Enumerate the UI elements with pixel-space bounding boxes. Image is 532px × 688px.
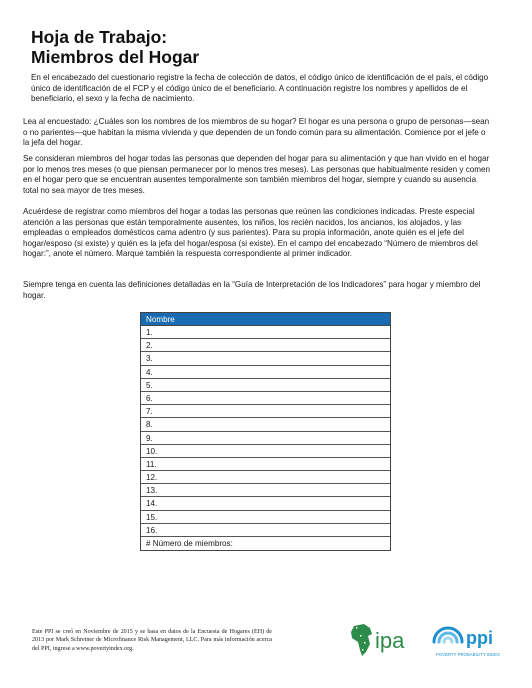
- table-row[interactable]: 6.: [141, 392, 390, 405]
- table-row[interactable]: 13.: [141, 484, 390, 497]
- ppi-logo-tagline: POVERTY PROBABILITY INDEX: [436, 652, 500, 657]
- ipa-logo-text: ipa: [375, 628, 405, 653]
- ppi-logo-text: ppi: [466, 628, 493, 648]
- table-row[interactable]: 10.: [141, 445, 390, 458]
- paragraph-1: Lea al encuestado: ¿Cuáles son los nombres de los miembros de su hogar? El hogar es una persona o grupo de personas—sean o no parientes—que habitan la misma vivienda y que dependen de un fondo común para su alimentación. Comience por el jefe o la jefa del hogar.: [23, 117, 490, 148]
- africa-map-icon: [351, 624, 372, 656]
- member-count-row[interactable]: # Número de miembros:: [146, 539, 233, 548]
- table-header: Nombre: [141, 313, 390, 326]
- intro-paragraph: En el encabezado del cuestionario registre la fecha de colección de datos, el código único de identificación de el país, el código único de identificación de el FCP y el código único de el beneficiario. A continuación registre los nombres y apellidos de el beneficiario, el sexo y la fecha de nacimiento.: [31, 73, 489, 104]
- table-row[interactable]: 14.: [141, 497, 390, 510]
- title-line-2: Miembros del Hogar: [31, 47, 200, 67]
- table-row[interactable]: 12.: [141, 471, 390, 484]
- paragraph-4: Siempre tenga en cuenta las definiciones detalladas en la “Guía de Interpretación de los Indicadores” para hogar y miembro del hogar.: [23, 280, 481, 300]
- ipa-logo: [348, 620, 420, 660]
- table-row[interactable]: 11.: [141, 458, 390, 471]
- table-row[interactable]: 2.: [141, 339, 390, 352]
- ppi-logo: [430, 620, 516, 662]
- household-members-table: [140, 312, 391, 551]
- paragraph-2: Se consideran miembros del hogar todas las personas que dependen del hogar para su alimentación y que han vivido en el hogar por lo menos tres meses (o que piensan permanecer por lo menos tres meses). Las personas que habitualmente residen y comen en el hogar pero que se encuentran ausentes temporalmente son también miembros del hogar, siempre y cuando su ausencia total no sea mayor de tres meses.: [23, 154, 490, 195]
- paragraph-3: Acuérdese de registrar como miembros del hogar a todas las personas que reúnen las condiciones indicadas. Preste especial atención a las personas que están temporalmente ausentes, los niños, los recién nacidos, los ancianos, los alojados, y las empleadas o empleados domésticos cama adentro (y sus parientes). Para su propia información, anote quién es el jefe del hogar/esposo (si existe) y quién es la jefa del hogar/esposa (si existe). En el campo del encabezado “Número de miembros del hogar:”, anote el número. Marque también la respuesta correspondiente al primer indicador.: [23, 207, 478, 259]
- footer-credit: Este PPI se creó en Noviembre de 2015 y se basa en datos de la Encuesta de Hogares (EH) de 2013 por Mark Schreiner de Microfinance Risk Management, LLC. Para más información acerca del PPI, ingrese a www.povertyindex.org.: [32, 629, 272, 652]
- table-row[interactable]: 3.: [141, 352, 390, 365]
- table-row[interactable]: 7.: [141, 405, 390, 418]
- table-row[interactable]: 9.: [141, 432, 390, 445]
- page-title: [31, 27, 199, 67]
- title-line-1: Hoja de Trabajo:: [31, 27, 168, 47]
- table-row[interactable]: 15.: [141, 511, 390, 524]
- rainbow-arcs-icon: [434, 628, 462, 642]
- table-row[interactable]: 16.: [141, 524, 390, 537]
- table-row[interactable]: 8.: [141, 418, 390, 431]
- table-row[interactable]: 1.: [141, 326, 390, 339]
- table-row[interactable]: 5.: [141, 379, 390, 392]
- table-row[interactable]: 4.: [141, 366, 390, 379]
